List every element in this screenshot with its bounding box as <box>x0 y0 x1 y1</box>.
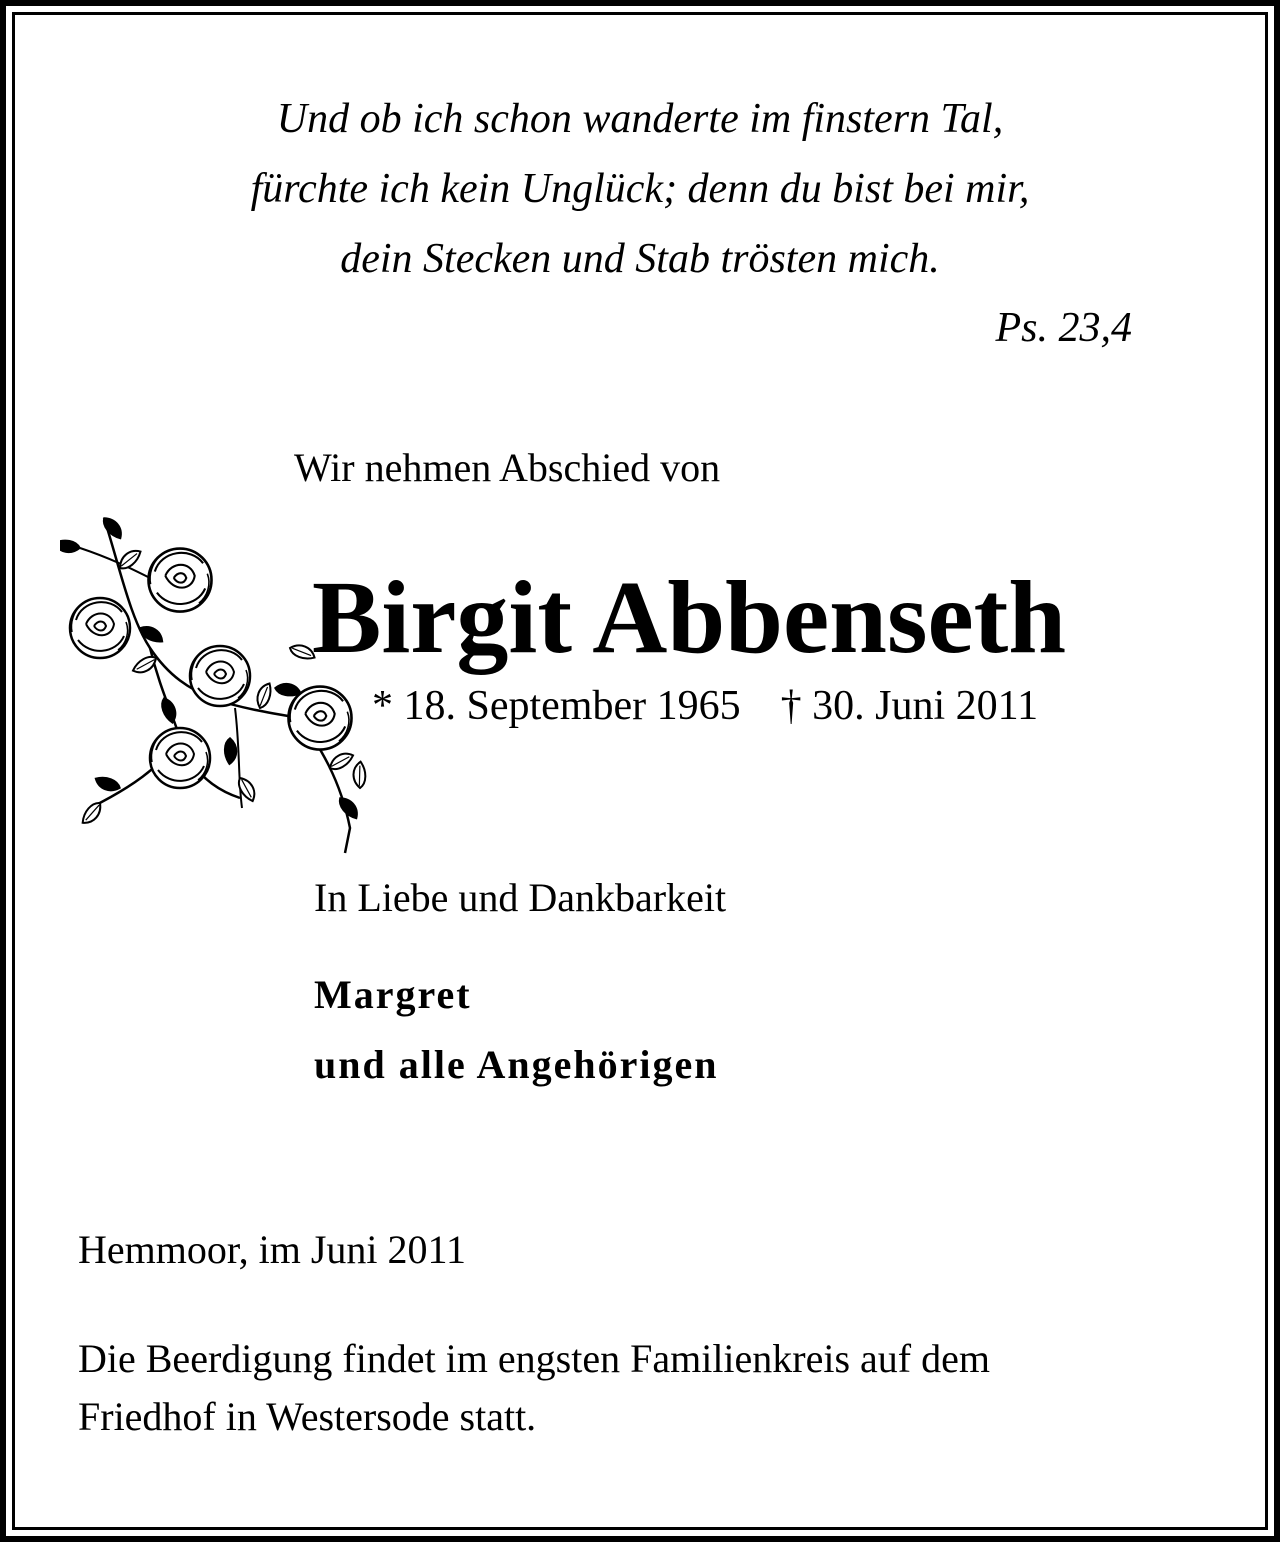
gratitude-text: In Liebe und Dankbarkeit <box>314 875 727 920</box>
deceased-name: Birgit Abbenseth <box>312 560 1067 675</box>
verse-line-1: Und ob ich schon wanderte im finstern Tal, <box>276 96 1004 142</box>
farewell-text: Wir nehmen Abschied von <box>294 445 721 490</box>
funeral-notice <box>78 1330 1218 1446</box>
life-dates <box>372 678 1038 734</box>
place-date: Hemmoor, im Juni 2011 <box>78 1227 467 1272</box>
verse-line-3: dein Stecken und Stab trösten mich. <box>340 236 940 282</box>
mourner-line-1: Margret <box>314 972 472 1017</box>
verse-line-2: fürchte ich kein Unglück; denn du bist bei mir, <box>250 166 1030 212</box>
death-date: † 30. Juni 2011 <box>780 683 1039 729</box>
birth-date: * 18. September 1965 <box>372 683 741 729</box>
mourners <box>314 960 719 1100</box>
verse-reference: Ps. 23,4 <box>995 305 1132 351</box>
funeral-line-1: Die Beerdigung findet im engsten Familienkreis auf dem <box>78 1336 990 1381</box>
psalm-verse <box>0 84 1280 294</box>
mourner-line-2: und alle Angehörigen <box>314 1042 719 1087</box>
funeral-line-2: Friedhof in Westersode statt. <box>78 1394 537 1439</box>
